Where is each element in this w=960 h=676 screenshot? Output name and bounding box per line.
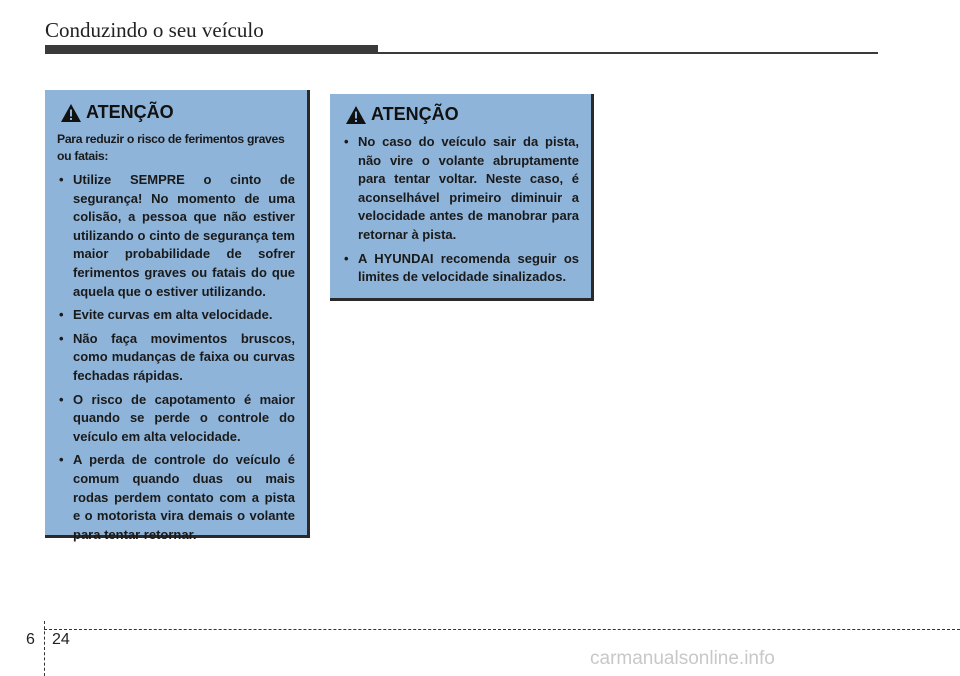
warning-triangle-icon bbox=[61, 104, 81, 122]
list-item: • Utilize SEMPRE o cinto de segurança! No momento de uma colisão, a pessoa que não estiver utilizando o cinto de segurança tem maior probabilidade de sofrer ferimentos graves ou fatais do que aquela que o estiver utilizando. bbox=[57, 171, 295, 301]
warning-intro: Para reduzir o risco de ferimentos graves ou fatais: bbox=[57, 132, 285, 163]
warning-triangle-icon bbox=[346, 106, 366, 124]
list-item: • Não faça movimentos bruscos, como mudanças de faixa ou curvas fechadas rápidas. bbox=[57, 330, 295, 386]
warning-header bbox=[346, 104, 579, 125]
page-number: 24 bbox=[52, 631, 70, 648]
warning-title: ATENÇÃO bbox=[371, 104, 459, 124]
warning-box-1 bbox=[45, 90, 310, 542]
warning-header bbox=[61, 102, 295, 123]
warning-title: ATENÇÃO bbox=[86, 102, 174, 122]
warning-box-2 bbox=[330, 94, 594, 301]
watermark-text: carmanualsonline.info bbox=[590, 648, 775, 669]
list-item: • O risco de capotamento é maior quando se perde o controle do veículo em alta velocidade. bbox=[57, 391, 295, 447]
list-item: • A perda de controle do veículo é comum quando duas ou mais rodas perdem contato com a pista e o motorista vira demais o volante para tentar retornar. bbox=[57, 451, 295, 544]
list-item: • Evite curvas em alta velocidade. bbox=[57, 306, 295, 325]
header-rule-thick bbox=[45, 45, 378, 54]
list-item: • A HYUNDAI recomenda seguir os limites de velocidade sinalizados. bbox=[342, 250, 579, 287]
page-header-title: Conduzindo o seu veículo bbox=[45, 18, 264, 42]
footer-horizontal-divider bbox=[44, 629, 960, 630]
warning-list bbox=[342, 133, 579, 287]
warning-list bbox=[57, 171, 295, 544]
header-rule-thin bbox=[378, 52, 878, 54]
chapter-number: 6 bbox=[26, 631, 35, 648]
list-item: • No caso do veículo sair da pista, não vire o volante abruptamente para tentar voltar. Neste caso, é aconselhável primeiro diminuir a velocidade antes de manobrar para retornar à pista. bbox=[342, 133, 579, 245]
